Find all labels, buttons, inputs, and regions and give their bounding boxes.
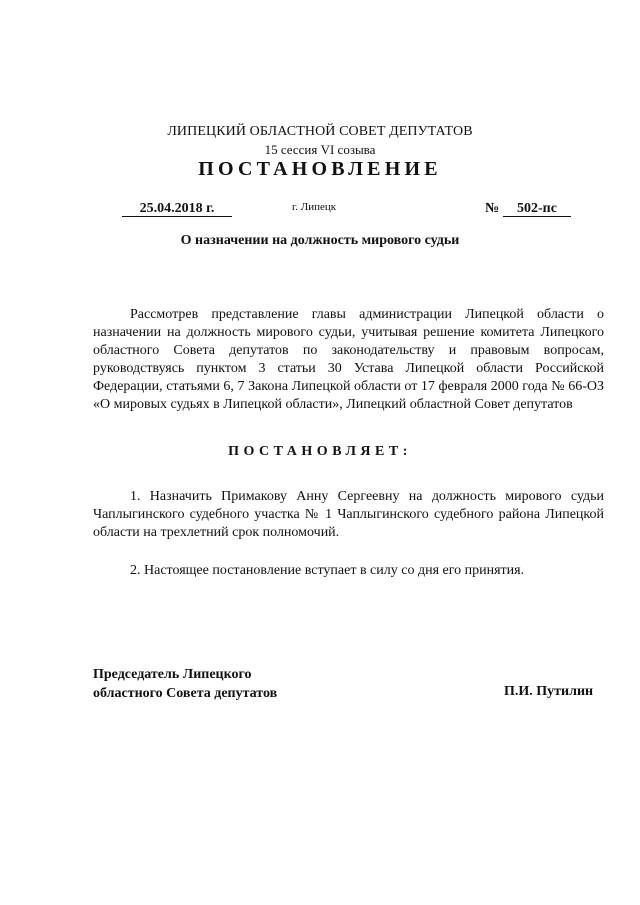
document-number: 502-пс	[503, 201, 571, 217]
signatory-title	[93, 665, 277, 703]
document-city: г. Липецк	[292, 201, 337, 213]
document-type-title: ПОСТАНОВЛЕНИЕ	[198, 158, 442, 180]
session-line: 15 сессия VI созыва	[264, 142, 376, 157]
signatory-name: П.И. Путилин	[504, 684, 594, 699]
organization-name: ЛИПЕЦКИЙ ОБЛАСТНОЙ СОВЕТ ДЕПУТАТОВ	[167, 124, 473, 139]
intro-paragraph: Рассмотрев представление главы администрации Липецкой области о назначении на должность мирового судьи, учитывая решение комитета Липецкого областного Совета депутатов по законодательству и правовым вопросам, руководствуясь пунктом 3 статьи 30 Устава Липецкой области Российской Федерации, статьями 6, 7 Закона Липецкой области от 17 февраля 2000 года № 66-ОЗ «О мировых судьях в Липецкой области», Липецкий областной Совет депутатов	[93, 307, 604, 412]
signatory-title-line-2: областного Совета депутатов	[93, 686, 278, 701]
number-sign: №	[485, 201, 500, 216]
document-subject: О назначении на должность мирового судьи	[180, 233, 460, 248]
resolution-item-1: 1. Назначить Примакову Анну Сергеевну на должность мирового судьи Чаплыгинского судебного участка № 1 Чаплыгинского судебного района Липецкой области на трехлетний срок полномочий.	[93, 489, 604, 540]
signatory-title-line-1: Председатель Липецкого	[93, 667, 252, 682]
document-date: 25.04.2018 г.	[122, 201, 232, 217]
resolution-item-2: 2. Настоящее постановление вступает в силу со дня его принятия.	[130, 563, 525, 578]
resolves-heading: ПОСТАНОВЛЯЕТ:	[228, 444, 412, 459]
